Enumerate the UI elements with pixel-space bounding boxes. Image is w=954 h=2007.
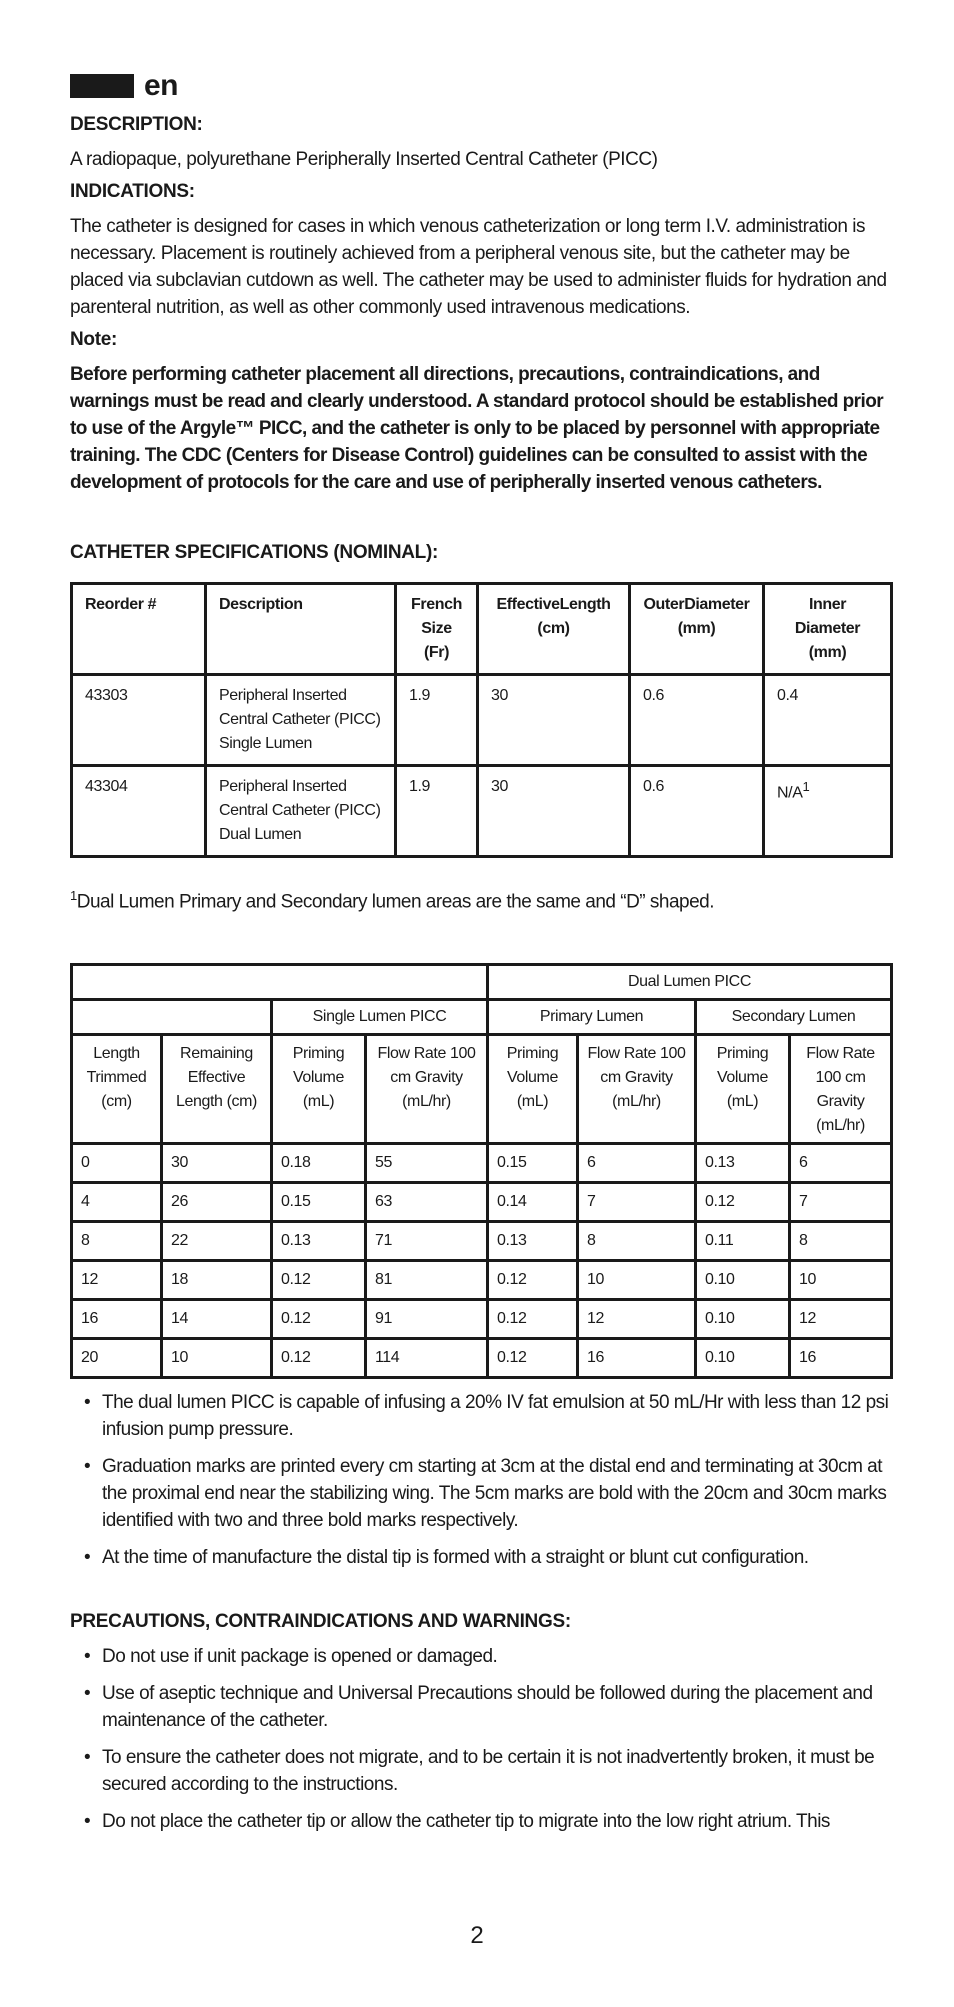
specs-col-header: OuterDiameter (mm) <box>630 584 764 675</box>
table-cell: 0.10 <box>696 1261 790 1300</box>
table-cell: 10 <box>578 1261 696 1300</box>
bullet-icon: • <box>84 1456 91 1478</box>
indications-text: The catheter is designed for cases in which venous catheterization or long term I.V. administration is necessary. Placement is routinely achieved from a peripheral venous site, but the catheter may be placed via subclavian cutdown as well. The catheter may be used to administer fluids for hydration and parenteral nutrition, as well as other commonly used intravenous medications. <box>70 216 887 318</box>
table-cell: 1.9 <box>396 766 478 857</box>
flow-col-header: Flow Rate 100 cm Gravity (mL/hr) <box>366 1035 488 1144</box>
table-cell: 10 <box>162 1339 272 1378</box>
specs-col-header: Inner Diameter (mm) <box>764 584 892 675</box>
language-color-bar <box>70 74 134 98</box>
table-cell <box>764 766 892 857</box>
table-cell: 0.12 <box>488 1261 578 1300</box>
table-cell: 14 <box>162 1300 272 1339</box>
table-cell: 0.6 <box>630 766 764 857</box>
description-heading: DESCRIPTION: <box>70 114 203 135</box>
table-cell: 12 <box>72 1261 162 1300</box>
bullet-icon: • <box>84 1646 91 1668</box>
table-cell: 12 <box>790 1300 892 1339</box>
table-cell: 0.12 <box>696 1183 790 1222</box>
table-cell: 0.11 <box>696 1222 790 1261</box>
table-cell: 8 <box>72 1222 162 1261</box>
table-cell: 0.18 <box>272 1144 366 1183</box>
specs-col-header: EffectiveLength (cm) <box>478 584 630 675</box>
list-item-text: At the time of manufacture the distal tip is formed with a straight or blunt cut configuration. <box>102 1547 809 1569</box>
note-text: Before performing catheter placement all directions, precautions, contraindications, and warnings must be read and clearly understood. A standard protocol should be established prior to use of the Argyle™ PICC, and the catheter is only to be placed by personnel with appropriate training. The CDC (Centers for Disease Control) guidelines can be consulted to assist with the development of protocols for the care and use of peripherally inserted venous catheters. <box>70 364 884 493</box>
language-header <box>70 66 890 106</box>
table-cell: 1.9 <box>396 675 478 766</box>
cell-value: N/A <box>777 784 803 802</box>
table-cell: 18 <box>162 1261 272 1300</box>
table-cell: 71 <box>366 1222 488 1261</box>
table-cell: 30 <box>478 675 630 766</box>
table-cell: 0.15 <box>488 1144 578 1183</box>
table-row <box>72 1300 892 1339</box>
table-cell: 6 <box>790 1144 892 1183</box>
table-row <box>72 675 892 766</box>
list-item <box>70 1680 890 1734</box>
list-item-text: The dual lumen PICC is capable of infusing a 20% IV fat emulsion at 50 mL/Hr with less than 12 psi infusion pump pressure. <box>102 1392 889 1441</box>
footnote-text: Dual Lumen Primary and Secondary lumen areas are the same and “D” shaped. <box>76 891 715 913</box>
bullet-icon: • <box>84 1683 91 1705</box>
table-cell: 10 <box>790 1261 892 1300</box>
specs-footnote <box>70 888 890 913</box>
flow-col-header: Priming Volume (mL) <box>272 1035 366 1144</box>
table-row <box>72 1222 892 1261</box>
table-cell: 30 <box>478 766 630 857</box>
list-item <box>70 1808 890 1835</box>
table-cell: 30 <box>162 1144 272 1183</box>
list-item <box>70 1544 890 1571</box>
table-cell: 0 <box>72 1144 162 1183</box>
table-cell: 8 <box>578 1222 696 1261</box>
list-item <box>70 1744 890 1798</box>
list-item-text: Use of aseptic technique and Universal Precautions should be followed during the placement and maintenance of the catheter. <box>102 1683 873 1732</box>
precautions-heading: PRECAUTIONS, CONTRAINDICATIONS AND WARNINGS: <box>70 1611 571 1633</box>
bullet-icon: • <box>84 1811 91 1833</box>
empty-cell <box>72 965 488 1000</box>
specs-header-row <box>72 584 892 675</box>
table-cell: 0.12 <box>272 1300 366 1339</box>
specs-heading: CATHETER SPECIFICATIONS (NOMINAL): <box>70 542 439 563</box>
specs-col-header: Description <box>206 584 396 675</box>
table-row <box>72 1144 892 1183</box>
table-cell: 0.10 <box>696 1339 790 1378</box>
table-cell: Peripheral Inserted Central Catheter (PICC) Single Lumen <box>206 675 396 766</box>
single-lumen-group: Single Lumen PICC <box>272 1000 488 1035</box>
specs-col-header: Reorder # <box>72 584 206 675</box>
flow-col-header: Flow Rate 100 cm Gravity (mL/hr) <box>578 1035 696 1144</box>
table-cell: 0.14 <box>488 1183 578 1222</box>
table-row <box>72 1339 892 1378</box>
table-cell: 0.12 <box>488 1300 578 1339</box>
flow-col-header: Priming Volume (mL) <box>488 1035 578 1144</box>
footnote-marker: 1 <box>70 888 77 903</box>
language-code: en <box>144 69 179 102</box>
table-cell: 0.13 <box>272 1222 366 1261</box>
table-cell: 22 <box>162 1222 272 1261</box>
bullet-icon: • <box>84 1392 91 1414</box>
catheter-specs-table <box>70 582 893 858</box>
dual-lumen-group: Dual Lumen PICC <box>488 965 892 1000</box>
list-item-text: Do not use if unit package is opened or damaged. <box>102 1646 498 1668</box>
table-cell: 20 <box>72 1339 162 1378</box>
footnote-marker: 1 <box>802 779 810 794</box>
secondary-lumen-group: Secondary Lumen <box>696 1000 892 1035</box>
table-cell: 43304 <box>72 766 206 857</box>
table-cell: 91 <box>366 1300 488 1339</box>
list-item <box>70 1453 890 1534</box>
table-row <box>72 1183 892 1222</box>
flow-col-header: Length Trimmed (cm) <box>72 1035 162 1144</box>
precautions-list <box>70 1643 890 1835</box>
flow-col-header: Remaining Effective Length (cm) <box>162 1035 272 1144</box>
table-cell: 0.15 <box>272 1183 366 1222</box>
table-cell: 8 <box>790 1222 892 1261</box>
table-cell: 81 <box>366 1261 488 1300</box>
specification-notes-list <box>70 1389 890 1571</box>
table-cell: 114 <box>366 1339 488 1378</box>
document-page <box>70 66 890 1835</box>
group-row <box>72 1000 892 1035</box>
table-cell: 0.10 <box>696 1300 790 1339</box>
note-heading: Note: <box>70 329 118 350</box>
primary-lumen-group: Primary Lumen <box>488 1000 696 1035</box>
table-cell: 63 <box>366 1183 488 1222</box>
table-cell: 0.4 <box>764 675 892 766</box>
bullet-icon: • <box>84 1547 91 1569</box>
table-cell: 6 <box>578 1144 696 1183</box>
table-cell: 26 <box>162 1183 272 1222</box>
table-cell: 0.6 <box>630 675 764 766</box>
list-item-text: Do not place the catheter tip or allow the catheter tip to migrate into the low right atrium. This <box>102 1811 830 1833</box>
flow-col-header: Priming Volume (mL) <box>696 1035 790 1144</box>
table-cell: 0.13 <box>696 1144 790 1183</box>
table-cell: Peripheral Inserted Central Catheter (PICC) Dual Lumen <box>206 766 396 857</box>
empty-cell <box>72 1000 272 1035</box>
group-row <box>72 965 892 1000</box>
indications-heading: INDICATIONS: <box>70 181 195 202</box>
flow-rate-table <box>70 963 893 1379</box>
table-cell: 12 <box>578 1300 696 1339</box>
description-text: A radiopaque, polyurethane Peripherally Inserted Central Catheter (PICC) <box>70 149 658 170</box>
table-cell: 16 <box>72 1300 162 1339</box>
table-cell: 7 <box>790 1183 892 1222</box>
table-cell: 16 <box>790 1339 892 1378</box>
list-item-text: Graduation marks are printed every cm starting at 3cm at the distal end and terminating at 30cm at the proximal end near the stabilizing wing. The 5cm marks are bold with the 20cm and 30cm marks identified with two and three bold marks respectively. <box>102 1456 887 1532</box>
table-cell: 0.12 <box>272 1339 366 1378</box>
table-cell: 7 <box>578 1183 696 1222</box>
flow-col-header: Flow Rate 100 cm Gravity (mL/hr) <box>790 1035 892 1144</box>
table-row <box>72 766 892 857</box>
list-item <box>70 1389 890 1443</box>
table-cell: 0.13 <box>488 1222 578 1261</box>
table-row <box>72 1261 892 1300</box>
table-cell: 4 <box>72 1183 162 1222</box>
table-cell: 16 <box>578 1339 696 1378</box>
flow-header-row <box>72 1035 892 1144</box>
bullet-icon: • <box>84 1747 91 1769</box>
page-number: 2 <box>470 1922 484 1949</box>
table-cell: 0.12 <box>272 1261 366 1300</box>
table-cell: 43303 <box>72 675 206 766</box>
specs-col-header: French Size (Fr) <box>396 584 478 675</box>
list-item-text: To ensure the catheter does not migrate, and to be certain it is not inadvertently broken, it must be secured according to the instructions. <box>102 1747 875 1796</box>
list-item <box>70 1643 890 1670</box>
table-cell: 55 <box>366 1144 488 1183</box>
table-cell: 0.12 <box>488 1339 578 1378</box>
